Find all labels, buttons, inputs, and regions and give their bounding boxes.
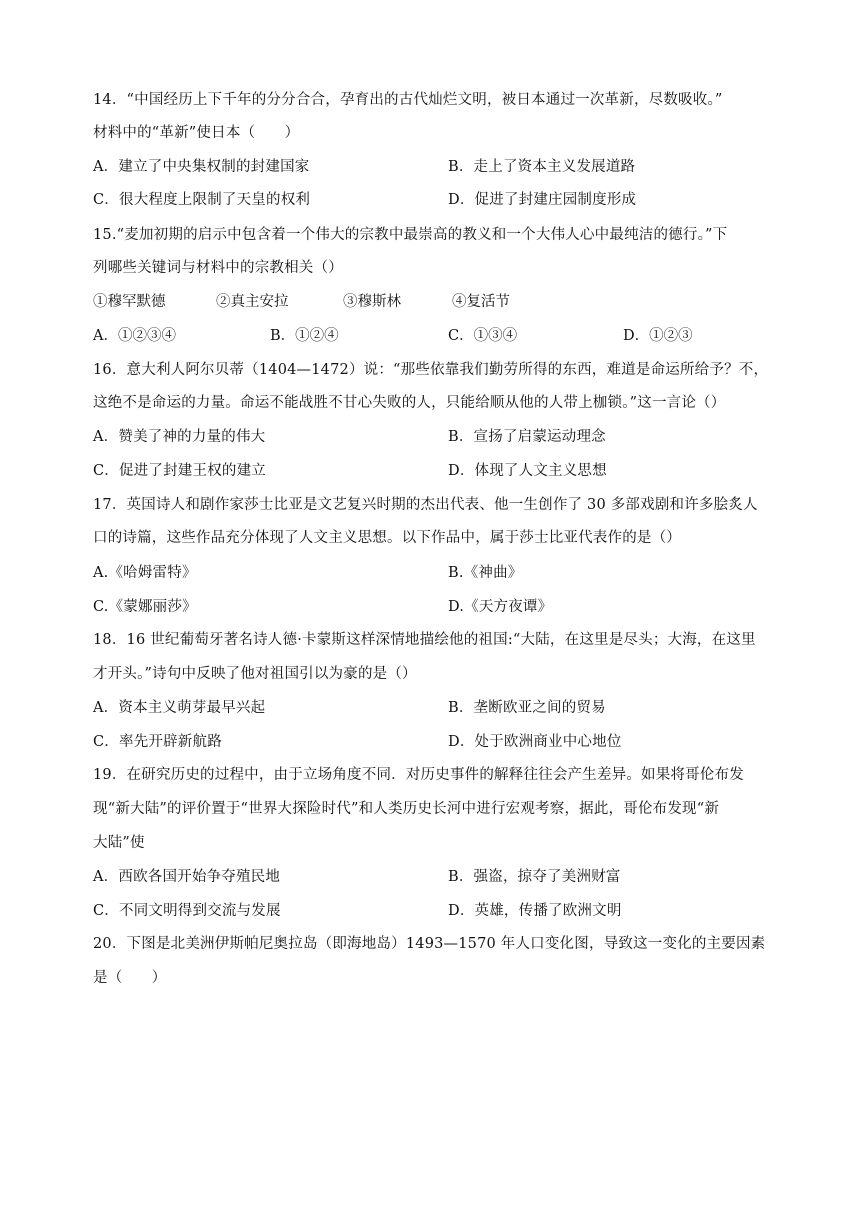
q18-stem-line-2: 才开头。”诗句中反映了他对祖国引以为豪的是（）	[93, 666, 417, 682]
q17-stem-line-2: 口的诗篇，这些作品充分体现了人文主义思想。以下作品中，属于莎士比亚代表作的是（）	[93, 530, 681, 546]
q17-option-a: A.《哈姆雷特》	[93, 565, 197, 581]
q14-option-d: D．促进了封建庄园制度形成	[448, 192, 637, 208]
q15-option-b: B．①②④	[270, 328, 339, 344]
q15-option-d: D．①②③	[623, 328, 693, 344]
q15-option-a: A．①②③④	[93, 328, 176, 344]
q16-stem-line-1: 16．意大利人阿尔贝蒂（1404—1472）说：“那些依靠我们勤劳所得的东西，难道是命运所给予？不，	[93, 362, 769, 378]
q17-option-b: B.《神曲》	[448, 565, 523, 581]
q14-option-c: C．很大程度上限制了天皇的权利	[93, 192, 311, 208]
q19-stem-line-1: 19．在研究历史的过程中，由于立场角度不同．对历史事件的解释往往会产生差异。如果将哥伦布发	[93, 767, 744, 783]
q15-stem-line-1: 15.“麦加初期的启示中包含着一个伟大的宗教中最崇高的教义和一个大伟人心中最纯洁的德行。”下	[93, 227, 728, 243]
q15-item-4: ④复活节	[452, 294, 510, 310]
q19-stem-line-2: 现“新大陆”的评价置于“世界大探险时代”和人类历史长河中进行宏观考察，据此，哥伦布发现“新	[93, 801, 720, 817]
q16-option-c: C．促进了封建王权的建立	[93, 463, 266, 479]
q19-stem-line-3: 大陆”使	[93, 835, 145, 851]
q15-item-3: ③穆斯林	[343, 294, 401, 310]
q15-option-c: C．①③④	[448, 328, 518, 344]
q18-option-a: A．资本主义萌芽最早兴起	[93, 700, 266, 716]
q16-option-d: D．体现了人文主义思想	[448, 463, 607, 479]
q16-option-b: B．宣扬了启蒙运动理念	[448, 429, 606, 445]
q18-option-c: C．率先开辟新航路	[93, 734, 222, 750]
q17-option-c: C.《蒙娜丽莎》	[93, 599, 197, 615]
q19-option-b: B．强盗，掠夺了美洲财富	[448, 869, 621, 885]
q19-option-a: A．西欧各国开始争夺殖民地	[93, 869, 281, 885]
q17-option-d: D.《天方夜谭》	[448, 599, 553, 615]
q16-stem-line-2: 这绝不是命运的力量。命运不能战胜不甘心失败的人，只能给顺从他的人带上枷锁。”这一言论（）	[93, 395, 726, 411]
q18-option-b: B．垄断欧亚之间的贸易	[448, 700, 606, 716]
q17-stem-line-1: 17．英国诗人和剧作家莎士比亚是文艺复兴时期的杰出代表、他一生创作了 30 多部戏剧和许多脍炙人	[93, 497, 758, 513]
q18-stem-line-1: 18．16 世纪葡萄牙著名诗人德·卡蒙斯这样深情地描绘他的祖国:“大陆，在这里是尽头；大海，在这里	[93, 632, 756, 648]
q19-option-c: C．不同文明得到交流与发展	[93, 903, 281, 919]
q20-stem-line-1: 20．下图是北美洲伊斯帕尼奥拉岛（即海地岛）1493—1570 年人口变化图，导致这一变化的主要因素	[93, 936, 766, 952]
q14-option-a: A．建立了中央集权制的封建国家	[93, 159, 310, 175]
q15-item-2: ②真主安拉	[216, 294, 289, 310]
q18-option-d: D．处于欧洲商业中心地位	[448, 734, 622, 750]
q14-stem-line-1: 14．“中国经历上下千年的分分合合，孕育出的古代灿烂文明，被日本通过一次革新，尽数吸收。”	[93, 92, 723, 108]
q15-item-1: ①穆罕默德	[93, 294, 166, 310]
q14-stem-line-2: 材料中的“革新”使日本（ ）	[93, 125, 300, 141]
q20-stem-line-2: 是（ ）	[93, 970, 167, 986]
q16-option-a: A．赞美了神的力量的伟大	[93, 429, 266, 445]
q15-stem-line-2: 列哪些关键词与材料中的宗教相关（）	[93, 260, 343, 276]
q14-option-b: B．走上了资本主义发展道路	[448, 159, 636, 175]
q19-option-d: D．英雄，传播了欧洲文明	[448, 903, 622, 919]
